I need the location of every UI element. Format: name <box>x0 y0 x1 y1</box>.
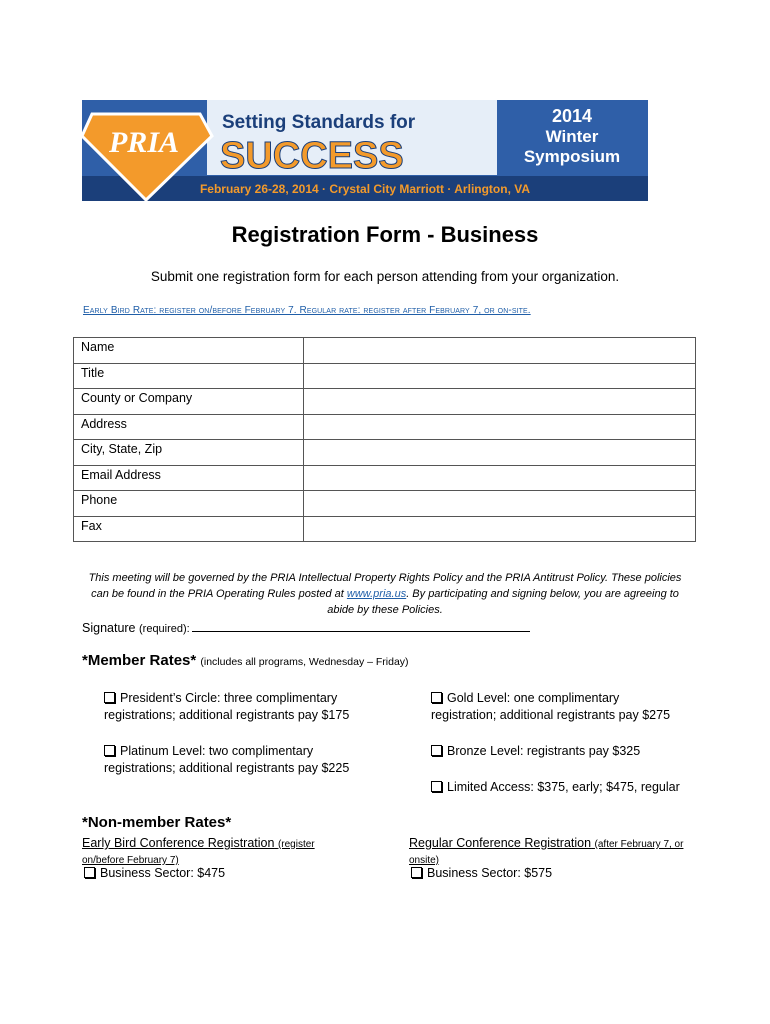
member-option-gold[interactable] <box>431 690 670 724</box>
field-label: Phone <box>74 491 304 517</box>
checkbox[interactable] <box>431 781 442 792</box>
option-text-line1: President’s Circle: three complimentary <box>120 691 338 705</box>
attendee-info-table <box>73 337 696 542</box>
field-input[interactable] <box>304 516 696 542</box>
regular-note-2: onsite) <box>409 855 440 866</box>
banner-graphic <box>82 100 648 201</box>
checkbox[interactable] <box>104 745 115 756</box>
checkbox[interactable] <box>84 867 95 878</box>
logo-text: PRIA <box>108 126 180 159</box>
event-line2: Symposium <box>523 147 621 166</box>
pria-website-link[interactable]: www.pria.us <box>346 588 407 600</box>
form-row <box>74 465 696 491</box>
event-year: 2014 <box>551 106 593 126</box>
headline-line1: Setting Standards for <box>222 112 416 133</box>
form-row <box>74 440 696 466</box>
signature-required-note: (required): <box>139 623 190 635</box>
member-rates-heading <box>82 652 409 669</box>
option-text: Business Sector: $575 <box>427 866 553 880</box>
form-row <box>74 363 696 389</box>
option-text-line2: registrations; additional registrants pay $225 <box>104 761 350 775</box>
option-text-line2: registration; additional registrants pay $275 <box>431 708 671 722</box>
checkbox[interactable] <box>411 867 422 878</box>
checkbox[interactable] <box>431 745 442 756</box>
option-text-line1: Gold Level: one complimentary <box>447 691 620 705</box>
option-text-line1: Limited Access: $375, early; $475, regular <box>447 780 680 794</box>
option-text-line1: Platinum Level: two complimentary <box>120 744 314 758</box>
field-label: Address <box>74 414 304 440</box>
member-option-limited-access[interactable] <box>431 779 680 796</box>
option-text-line1: Bronze Level: registrants pay $325 <box>447 744 641 758</box>
field-input[interactable] <box>304 363 696 389</box>
signature-row <box>82 619 530 635</box>
page-subtitle: Submit one registration form for each person attending from your organization. <box>150 269 620 284</box>
field-label: Fax <box>74 516 304 542</box>
event-banner <box>82 100 648 201</box>
regular-note-1: (after February 7, or <box>594 839 684 850</box>
signature-field[interactable] <box>192 619 530 632</box>
form-row <box>74 389 696 415</box>
member-option-bronze[interactable] <box>431 743 640 760</box>
regular-heading <box>409 836 709 868</box>
non-member-option-early[interactable] <box>84 866 225 880</box>
form-row <box>74 338 696 364</box>
member-option-presidents-circle[interactable] <box>104 690 349 724</box>
policy-text-2: . By participating and signing below, you are agreeing to abide by these Policies. <box>327 588 679 616</box>
early-bird-note-1: (register <box>277 839 315 850</box>
checkbox[interactable] <box>104 692 115 703</box>
field-label: Title <box>74 363 304 389</box>
option-text-line2: registrations; additional registrants pay $175 <box>104 708 350 722</box>
member-rates-note: (includes all programs, Wednesday – Friday) <box>200 656 409 668</box>
field-input[interactable] <box>304 389 696 415</box>
field-label: Name <box>74 338 304 364</box>
field-input[interactable] <box>304 465 696 491</box>
early-bird-note-2: on/before February 7) <box>82 855 179 866</box>
date-location: February 26-28, 2014 · Crystal City Marriott · Arlington, VA <box>199 182 531 196</box>
policy-text-1: This meeting will be governed by the PRIA Intellectual Property Rights Policy and the PRIA Antitrust Policy. These policies can be found in the PRIA Operating Rules posted at <box>88 572 682 600</box>
field-label: City, State, Zip <box>74 440 304 466</box>
rates-notice: Early Bird Rate: register on/before February 7. Regular rate: register after February 7, or on-site. <box>83 305 531 316</box>
field-input[interactable] <box>304 338 696 364</box>
form-row <box>74 414 696 440</box>
non-member-rates-heading: *Non-member Rates* <box>82 814 232 831</box>
field-label: County or Company <box>74 389 304 415</box>
early-bird-title: Early Bird Conference Registration <box>82 836 275 850</box>
member-option-platinum[interactable] <box>104 743 349 777</box>
non-member-option-regular[interactable] <box>411 866 552 880</box>
member-rates-title: *Member Rates* <box>82 652 197 669</box>
regular-title: Regular Conference Registration <box>409 836 592 850</box>
form-row <box>74 491 696 517</box>
field-input[interactable] <box>304 440 696 466</box>
policy-notice <box>82 570 688 618</box>
field-input[interactable] <box>304 414 696 440</box>
form-row <box>74 516 696 542</box>
signature-label: Signature <box>82 621 136 635</box>
option-text: Business Sector: $475 <box>100 866 226 880</box>
field-label: Email Address <box>74 465 304 491</box>
checkbox[interactable] <box>431 692 442 703</box>
field-input[interactable] <box>304 491 696 517</box>
page-title: Registration Form - Business <box>231 222 539 247</box>
early-bird-heading <box>82 836 342 868</box>
event-line1: Winter <box>545 127 599 146</box>
headline-line2: SUCCESS <box>220 135 404 177</box>
